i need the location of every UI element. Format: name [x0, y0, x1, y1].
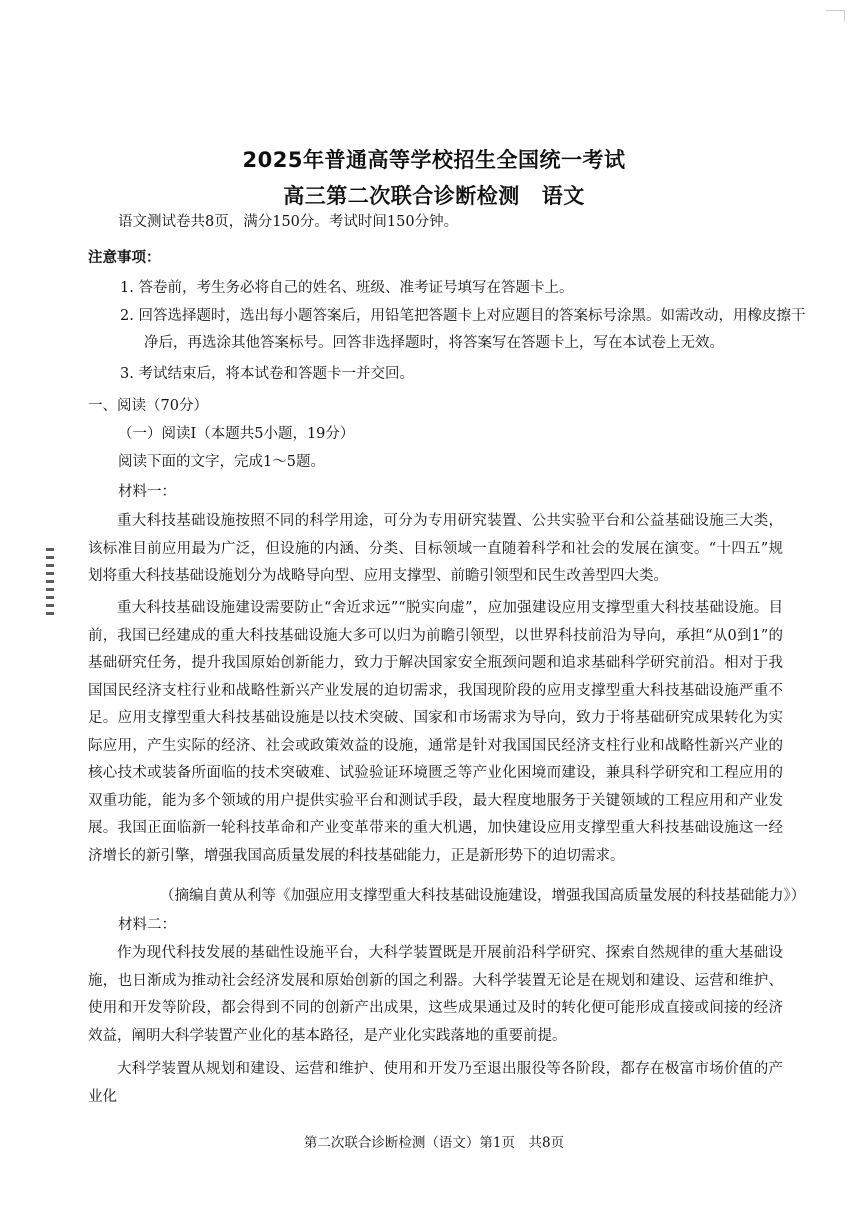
- exam-intro: 语文测试卷共8页，满分150分。考试时间150分钟。: [118, 214, 459, 230]
- reading-instruction: 阅读下面的文字，完成1～5题。: [118, 454, 325, 470]
- exam-subject: 语文: [541, 184, 585, 208]
- material-1-label: 材料一：: [118, 484, 176, 500]
- exam-subtitle-main: 高三第二次联合诊断检测: [283, 184, 520, 208]
- material-2-paragraph: 大科学装置从规划和建设、运营和维护、使用和开发乃至退出服役等各阶段，都存在极富市场价值的产业化: [88, 1061, 783, 1105]
- material-1-paragraph: 重大科技基础设施建设需要防止“舍近求远”“脱实向虚”，应加强建设应用支撑型重大科技基础设施。目前，我国已经建成的重大科技基础设施大多可以归为前瞻引领型，以世界科技前沿为导向，承担“从0到1”的基础研究任务，提升我国原始创新能力，致力于解决国家安全瓶颈问题和追求基础科学研究前沿。相对于我国国民经济支柱行业和战略性新兴产业发展的迫切需求，我国现阶段的应用支撑型重大科技基础设施严重不足。应用支撑型重大科技基础设施是以技术突破、国家和市场需求为导向，致力于将基础研究成果转化为实际应用，产生实际的经济、社会或政策效益的设施，通常是针对我国国民经济支柱行业和战略性新兴产业的核心技术或装备所面临的技术突破难、试验验证环境匮乏等产业化困境而建设，兼具科学研究和工程应用的双重功能，能为多个领域的用户提供实验平台和测试手段，最大程度地服务于关键领域的工程应用和产业发展。我国正面临新一轮科技革命和产业变革带来的重大机遇，加快建设应用支撑型重大科技基础设施这一经济增长的新引擎，增强我国高质量发展的科技基础能力，正是新形势下的迫切需求。: [88, 600, 783, 864]
- binding-margin-mark: [46, 548, 54, 618]
- notice-heading: 注意事项：: [88, 249, 161, 266]
- material-1-paragraph: 重大科技基础设施按照不同的科学用途，可分为专用研究装置、公共实验平台和公益基础设施三大类，该标准目前应用最为广泛，但设施的内涵、分类、目标领域一直随着科学和社会的发展在演变。“十四五”规划将重大科技基础设施划分为战略导向型、应用支撑型、前瞻引领型和民生改善型四大类。: [88, 513, 783, 584]
- notice-item: 1. 答卷前，考生务必将自己的姓名、班级、准考证号填写在答题卡上。: [120, 280, 574, 296]
- notice-item-continued: 净后，再选涂其他答案标号。回答非选择题时，将答案写在答题卡上，写在本试卷上无效。: [144, 335, 724, 351]
- sub-section-heading: （一）阅读Ⅰ（本题共5小题，19分）: [118, 426, 355, 442]
- notice-item: 3. 考试结束后，将本试卷和答题卡一并交回。: [120, 366, 414, 382]
- notice-item: 2. 回答选择题时，选出每小题答案后，用铅笔把答题卡上对应题目的答案标号涂黑。如需改动，用橡皮擦干: [120, 308, 806, 324]
- page-footer: 第二次联合诊断检测（语文）第1页 共8页: [303, 1135, 565, 1151]
- scan-corner-mark: [826, 10, 845, 21]
- material-2-paragraph: 作为现代科技发展的基础性设施平台，大科学装置既是开展前沿科学研究、探索自然规律的重大基础设施，也日渐成为推动社会经济发展和原始创新的国之利器。大科学装置无论是在规划和建设、运营和维护、使用和开发等阶段，都会得到不同的创新产出成果，这些成果通过及时的转化便可能形成直接或间接的经济效益，阐明大科学装置产业化的基本路径，是产业化实践落地的重要前提。: [88, 945, 783, 1044]
- exam-title: 2025年普通高等学校招生全国统一考试: [242, 148, 626, 172]
- section-heading: 一、阅读（70分）: [88, 398, 208, 414]
- material-2-label: 材料二：: [118, 917, 176, 933]
- material-1-source: （摘编自黄从利等《加强应用支撑型重大科技基础设施建设，增强我国高质量发展的科技基础能力》）: [160, 888, 806, 904]
- exam-subtitle: [0, 180, 868, 210]
